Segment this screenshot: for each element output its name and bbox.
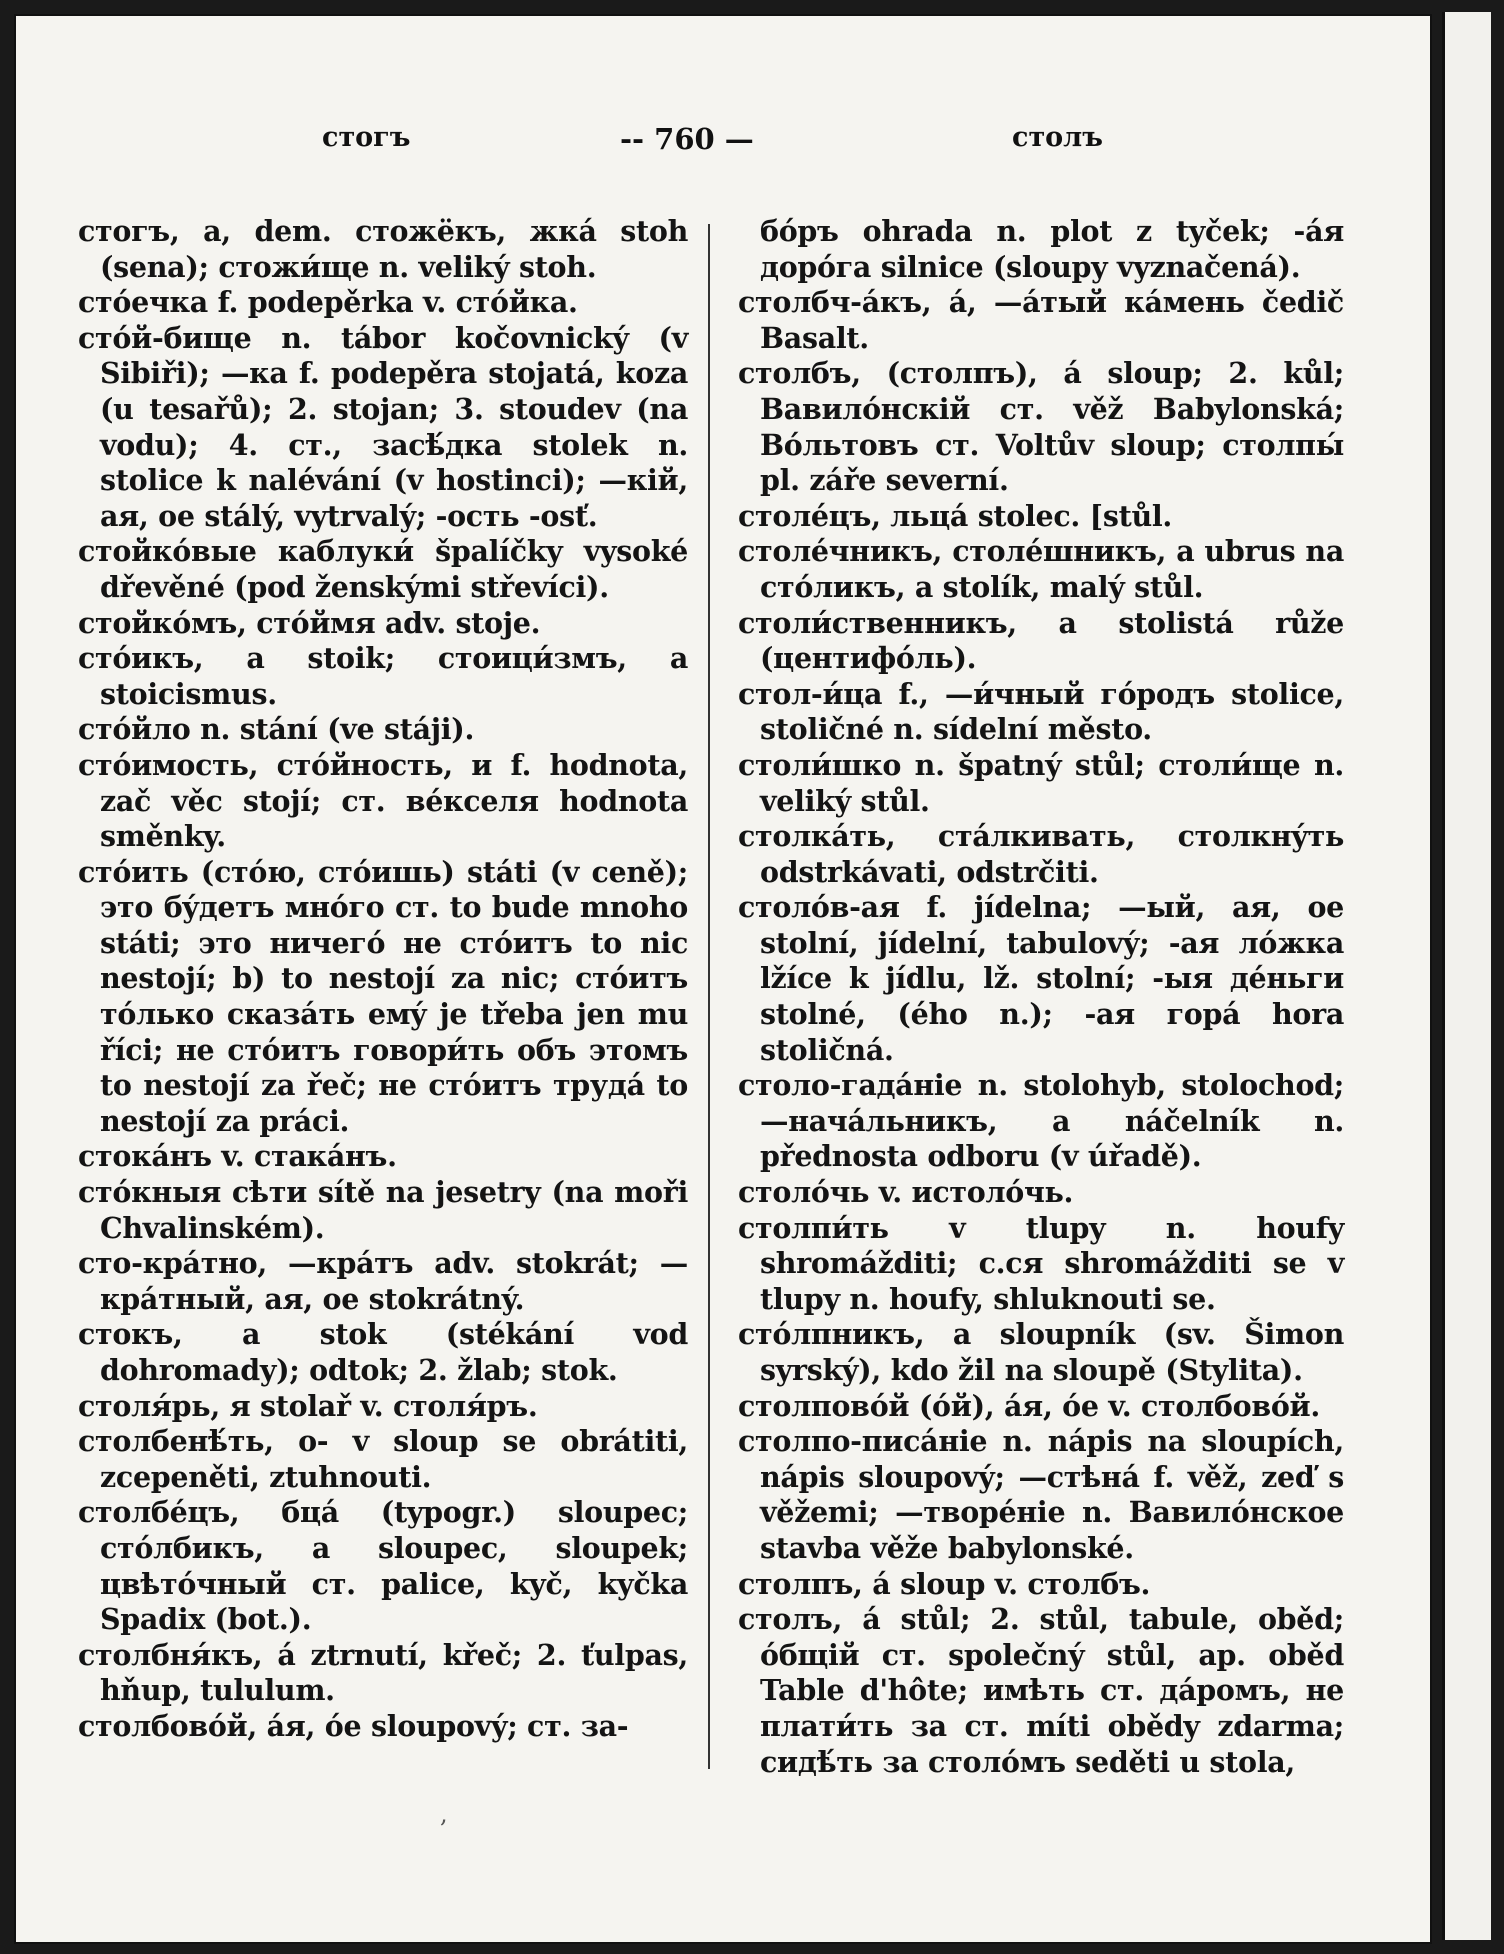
dictionary-entry: столбенѣ́ть, о- v sloup se obrátiti, zcepeněti, ztuhnouti. <box>78 1424 688 1494</box>
dictionary-entry: столéчникъ, столéшникъ, а ubrus na стóликъ, а stolík, malý stůl. <box>738 534 1344 604</box>
dictionary-entry: стока́нъ v. стака́нъ. <box>78 1139 397 1174</box>
dictionary-entry: стóикъ, а stoik; стоици́змъ, а stoicismus. <box>78 641 688 711</box>
dictionary-entry: столóв-ая f. jídelna; —ый, ая, ое stolní, jídelní, tabulový; -ая лóжка lžíce k jídlu, lž. stolní; -ыя дéньги stolné, (ého n.); -ая горá hora stoličná. <box>738 890 1344 1067</box>
dictionary-entry: столпо-писáніе n. nápis na sloupích, nápis sloupový; —стѣнá f. věž, zeď s věžemi; —творéніе n. Вавилóнское stavba věže babylonské. <box>738 1424 1344 1565</box>
page-header <box>60 122 1360 166</box>
dictionary-entry: столо-гадáніе n. stolohyb, stolochod; —начáльникъ, а náčelník n. přednosta odboru (v úřadě). <box>738 1068 1344 1174</box>
dictionary-entry: стóйло n. stání (ve stáji). <box>78 712 475 747</box>
dictionary-entry: столи́ственникъ, а stolistá růže (центифóль). <box>738 605 1344 676</box>
dictionary-entry: стóй-бище n. tábor kočovnický (v Sibiři); —ка f. podepěra stojatá, koza (u tesařů); 2. stojan; 3. stoudev (na vodu); 4. ст., засѣ́дка stolek n. stolice k nalévání (v hostinci); —кій, ая, ое stálý, vytrvalý; -ость -osť. <box>78 320 688 533</box>
dictionary-entry: столбéцъ, бцá (typogr.) sloupec; стóлбикъ, а sloupec, sloupek; цвѣтóчный ст. palice, kyč, kyčka Spadix (bot.). <box>78 1495 688 1637</box>
dictionary-entry: столъ, á stůl; 2. stůl, tabule, oběd; óбщій ст. společný stůl, ap. oběd Table d'hôte; имѣть ст. дáромъ, не плати́ть за ст. míti obědy zdarma; сидѣ́ть за столóмъ seděti u stola, <box>738 1602 1344 1779</box>
dictionary-entry: столпово́й (óй), áя, óе v. столбово́й. <box>738 1388 1320 1423</box>
dictionary-entry: сто-кра́тно, —кра́тъ adv. stokrát; —кра́тный, ая, ое stokrátný. <box>78 1246 688 1316</box>
page-number: -- 760 — <box>620 122 754 156</box>
dictionary-entry: стóить (стóю, стóишь) státi (v ceně); это бýдетъ мнóго ст. to bude mnoho státi; это ничегó не стóитъ to nic nestojí; b) to nestojí za nic; стóитъ тóлько сказа́ть емý je třeba jen mu říci; не стóитъ говори́ть объ этомъ to nestojí za řeč; не стóитъ трудá to nestojí za práci. <box>78 854 688 1138</box>
dictionary-entry: столéцъ, льцá stolec. [stůl. <box>738 498 1173 533</box>
dictionary-entry: столпъ, á sloup v. столбъ. <box>738 1566 1151 1601</box>
dictionary-entry: стол-и́ца f., —и́чный гóродъ stolice, stoličné n. sídelní město. <box>738 676 1344 747</box>
dictionary-entry: стокъ, а stok (stékání vod dohromady); odtok; 2. žlab; stok. <box>78 1317 688 1387</box>
dictionary-entry: столбовóй, áя, óе sloupový; ст. за- <box>78 1708 629 1743</box>
dictionary-entry: столбч-а́къ, á, —а́тый ка́мень čedič Basalt. <box>738 285 1344 355</box>
dictionary-entry: стойкóвые каблуки́ špalíčky vysoké dřevěné (pod ženskými střevíci). <box>78 534 688 604</box>
header-right-guideword: столъ <box>1012 122 1103 153</box>
dictionary-entry-continuation: бóръ ohrada n. plot z tyček; -áя дорóга silnice (sloupy vyznačená). <box>760 214 1344 284</box>
dictionary-entry: стойкóмъ, стóймя adv. stoje. <box>78 605 541 640</box>
dictionary-entry: стóечка f. podepěrka v. стóйка. <box>78 285 578 320</box>
dictionary-entry: стóимость, стóйность, и f. hodnota, zač věc stojí; ст. вéкселя hodnota směnky. <box>78 747 688 854</box>
adjacent-page-edge <box>1442 12 1491 1940</box>
print-speck: , <box>440 1800 448 1828</box>
dictionary-entry: столя́рь, я stolař v. столя́ръ. <box>78 1388 538 1423</box>
column-divider <box>708 224 710 1769</box>
dictionary-entry: стóлпникъ, а sloupník (sv. Šimon syrský), kdo žil na sloupě (Stylita). <box>738 1317 1344 1387</box>
dictionary-entry: стогъ, а, dem. стожёкъ, жка́ stoh (sena); стожи́ще n. veliký stoh. <box>78 214 688 284</box>
dictionary-entry: столка́ть, стáлкивать, столкнýть odstrkávati, odstrčiti. <box>738 819 1344 889</box>
dictionary-entry: столóчь v. истолóчь. <box>738 1175 1074 1210</box>
header-left-guideword: стогъ <box>322 122 411 153</box>
dictionary-entry: столбня́къ, á ztrnutí, křeč; 2. ťulpas, hňup, tululum. <box>78 1637 688 1708</box>
dictionary-entry: столбъ, (столпъ), á sloup; 2. kůl; Вавилóнскій ст. věž Babylonská; Вóльтовъ ст. Voltův sloup; столпы́ pl. záře severní. <box>738 356 1344 498</box>
left-column <box>78 214 688 1745</box>
dictionary-entry: столпи́ть v tlupy n. houfy shromážditi; с.ся shromážditi se v tlupy n. houfy, shluknouti se. <box>738 1210 1344 1316</box>
dictionary-entry: столи́шко n. špatný stůl; столи́ще n. veliký stůl. <box>738 747 1344 818</box>
dictionary-entry: стóкныя сѣти sítě na jesetry (na moři Chvalinském). <box>78 1175 688 1245</box>
right-column <box>738 214 1344 1780</box>
